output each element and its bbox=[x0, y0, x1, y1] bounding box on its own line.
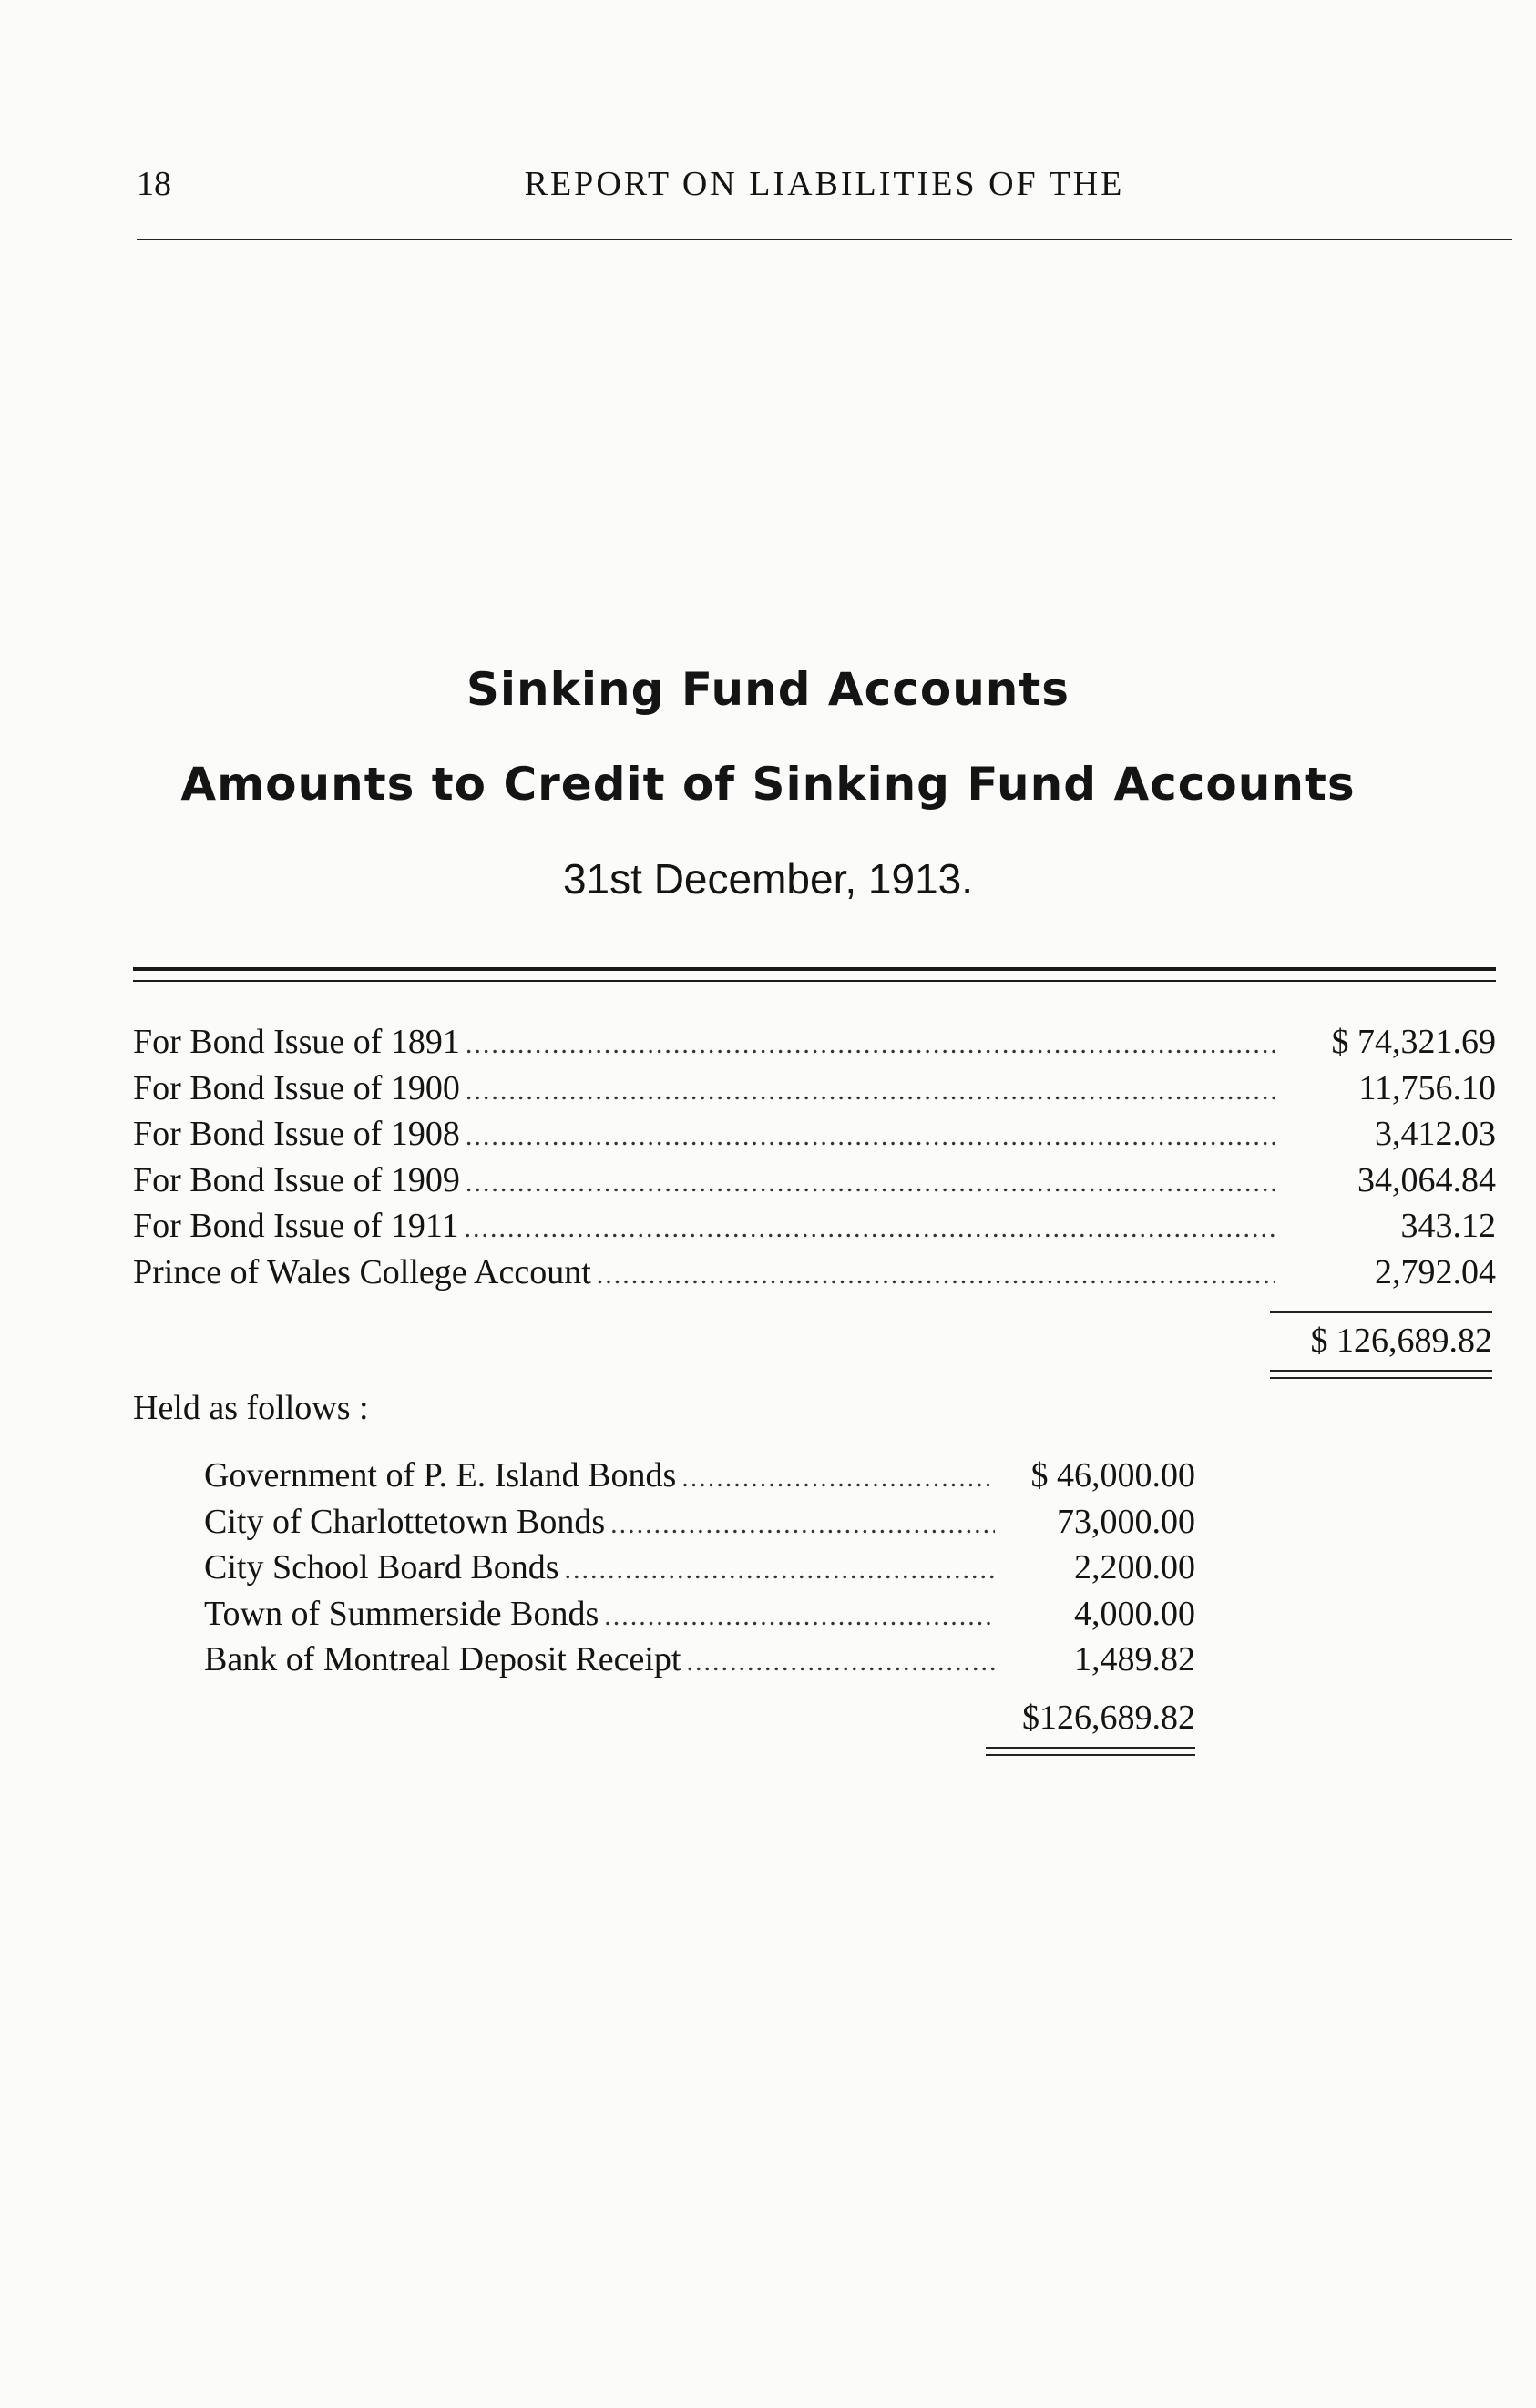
ledger-row bbox=[133, 1068, 1496, 1115]
double-rule bbox=[133, 967, 1496, 982]
ledger-row bbox=[133, 1252, 1496, 1299]
holding-label: Bank of Montreal Deposit Receipt bbox=[204, 1640, 681, 1678]
ledger-row bbox=[204, 1455, 1195, 1502]
dot-leader bbox=[681, 1463, 995, 1494]
account-amount: 34,064.84 bbox=[1357, 1160, 1496, 1199]
dot-leader bbox=[610, 1509, 995, 1540]
holding-amount: 73,000.00 bbox=[1057, 1502, 1195, 1541]
dot-leader bbox=[466, 1029, 1275, 1060]
section-subtitle: Amounts to Credit of Sinking Fund Accounts bbox=[180, 758, 1356, 811]
holding-amount: 1,489.82 bbox=[1074, 1640, 1195, 1678]
dot-leader bbox=[464, 1213, 1275, 1244]
dot-leader bbox=[466, 1168, 1275, 1199]
account-label: Prince of Wales College Account bbox=[133, 1252, 591, 1291]
dot-leader bbox=[466, 1076, 1275, 1107]
running-title: REPORT ON LIABILITIES OF THE bbox=[524, 165, 1125, 203]
ledger-row bbox=[204, 1502, 1195, 1548]
account-amount: $ 74,321.69 bbox=[1331, 1023, 1496, 1061]
account-amount: 2,792.04 bbox=[1375, 1252, 1496, 1291]
holding-label: City School Board Bonds bbox=[204, 1548, 559, 1587]
account-amount: 3,412.03 bbox=[1375, 1115, 1496, 1153]
section-title: Sinking Fund Accounts bbox=[466, 663, 1070, 716]
dot-leader bbox=[565, 1555, 995, 1586]
ledger-row bbox=[133, 1022, 1496, 1068]
ledger-row bbox=[204, 1547, 1195, 1594]
accounts-ledger bbox=[133, 1022, 1496, 1298]
dot-leader bbox=[597, 1260, 1275, 1291]
account-label: For Bond Issue of 1911 bbox=[133, 1207, 459, 1245]
account-label: For Bond Issue of 1900 bbox=[133, 1068, 460, 1107]
ledger-row bbox=[204, 1594, 1195, 1640]
holding-amount: $ 46,000.00 bbox=[1030, 1456, 1195, 1495]
holding-label: City of Charlottetown Bonds bbox=[204, 1502, 606, 1541]
total-double-rule bbox=[1270, 1370, 1492, 1379]
ledger-row bbox=[133, 1160, 1496, 1207]
holdings-ledger bbox=[204, 1455, 1195, 1686]
account-label: For Bond Issue of 1908 bbox=[133, 1115, 460, 1153]
account-label: For Bond Issue of 1909 bbox=[133, 1160, 460, 1199]
holding-amount: 4,000.00 bbox=[1074, 1594, 1195, 1633]
holding-label: Town of Summerside Bonds bbox=[204, 1594, 599, 1633]
accounts-total: $ 126,689.82 bbox=[1310, 1321, 1492, 1360]
ledger-row bbox=[133, 1114, 1496, 1160]
held-heading: Held as follows : bbox=[133, 1389, 369, 1427]
account-label: For Bond Issue of 1891 bbox=[133, 1023, 460, 1061]
account-amount: 11,756.10 bbox=[1358, 1068, 1496, 1107]
running-header bbox=[137, 164, 1512, 219]
holding-amount: 2,200.00 bbox=[1074, 1548, 1195, 1587]
ledger-row bbox=[133, 1206, 1496, 1252]
page-number: 18 bbox=[137, 165, 171, 203]
ledger-row bbox=[204, 1639, 1195, 1686]
account-amount: 343.12 bbox=[1400, 1207, 1496, 1245]
holdings-total: $126,689.82 bbox=[1022, 1699, 1195, 1737]
holding-label: Government of P. E. Island Bonds bbox=[204, 1456, 677, 1495]
dot-leader bbox=[604, 1601, 995, 1632]
total-rule bbox=[1270, 1311, 1492, 1313]
header-rule bbox=[137, 239, 1512, 240]
dot-leader bbox=[686, 1647, 995, 1678]
statement-date: 31st December, 1913. bbox=[562, 855, 974, 903]
holdings-total-double-rule bbox=[986, 1747, 1195, 1756]
dot-leader bbox=[466, 1121, 1275, 1152]
